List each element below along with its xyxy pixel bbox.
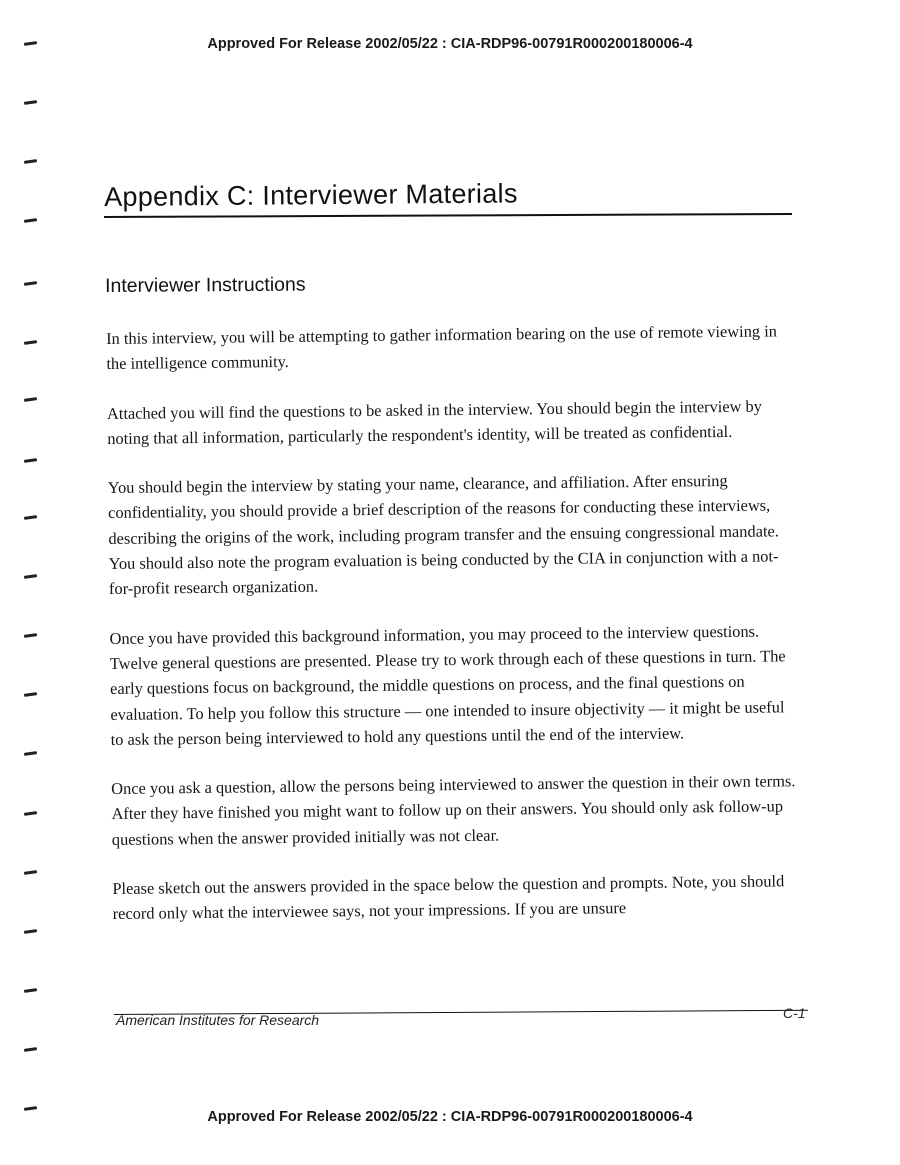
margin-mark <box>24 1047 37 1052</box>
paragraph: In this interview, you will be attempting to gather information bearing on the use of remote viewing in the intelligence community. <box>106 321 778 374</box>
page-number: C-1 <box>783 1005 806 1021</box>
margin-mark <box>24 574 37 579</box>
section-heading: Interviewer Instructions <box>105 273 306 297</box>
margin-mark <box>24 458 37 463</box>
margin-mark <box>24 811 37 816</box>
paragraph: Attached you will find the questions to be asked in the interview. You should begin the interview by noting that all information, particularly the respondent's identity, will be treated as confidential. <box>106 396 762 448</box>
margin-mark <box>24 100 37 105</box>
margin-mark <box>24 751 37 756</box>
margin-mark <box>24 515 37 520</box>
title-underline <box>104 213 792 218</box>
instructions-body <box>106 318 803 926</box>
margin-mark <box>24 929 37 934</box>
paragraph: Once you have provided this background information, you may proceed to the interview questions. Twelve general questions are presented. Please try to work through each of these questions in turn. The early questions focus on background, the middle questions on process, and the final questions on evaluation. To help you follow this structure — one intended to insure objectivity — it might be useful to ask the person being interviewed to hold any questions until the end of the interview. <box>109 621 786 749</box>
margin-mark <box>24 692 37 697</box>
margin-mark <box>24 397 37 402</box>
margin-mark <box>24 281 37 286</box>
margin-mark <box>24 218 37 223</box>
margin-mark <box>24 340 37 345</box>
footer-organization: American Institutes for Research <box>116 1012 320 1028</box>
release-header: Approved For Release 2002/05/22 : CIA-RDP96-00791R000200180006-4 <box>207 36 693 52</box>
paragraph: Once you ask a question, allow the persons being interviewed to answer the question in their own terms. After they have finished you might want to follow up on their answers. You should only ask follow-up questions when the answer provided initially was not clear. <box>111 771 796 849</box>
margin-mark <box>24 988 37 993</box>
page-title: Appendix C: Interviewer Materials <box>104 178 518 212</box>
margin-mark <box>24 870 37 875</box>
margin-mark <box>24 159 37 164</box>
paragraph: Please sketch out the answers provided in the space below the question and prompts. Note, you should record only what the interviewee says, not your impressions. If you are unsure <box>112 871 785 924</box>
margin-mark <box>24 633 37 638</box>
release-footer: Approved For Release 2002/05/22 : CIA-RDP96-00791R000200180006-4 <box>207 1109 693 1125</box>
paragraph: You should begin the interview by stating your name, clearance, and affiliation. After ensuring confidentiality, you should provide a brief description of the reasons for conducting these interviews, describing the origins of the work, including program transfer and the ensuing congressional mandate. You should also note the program evaluation is being conducted by the CIA in conjunction with a not-for-profit research organization. <box>107 471 779 599</box>
